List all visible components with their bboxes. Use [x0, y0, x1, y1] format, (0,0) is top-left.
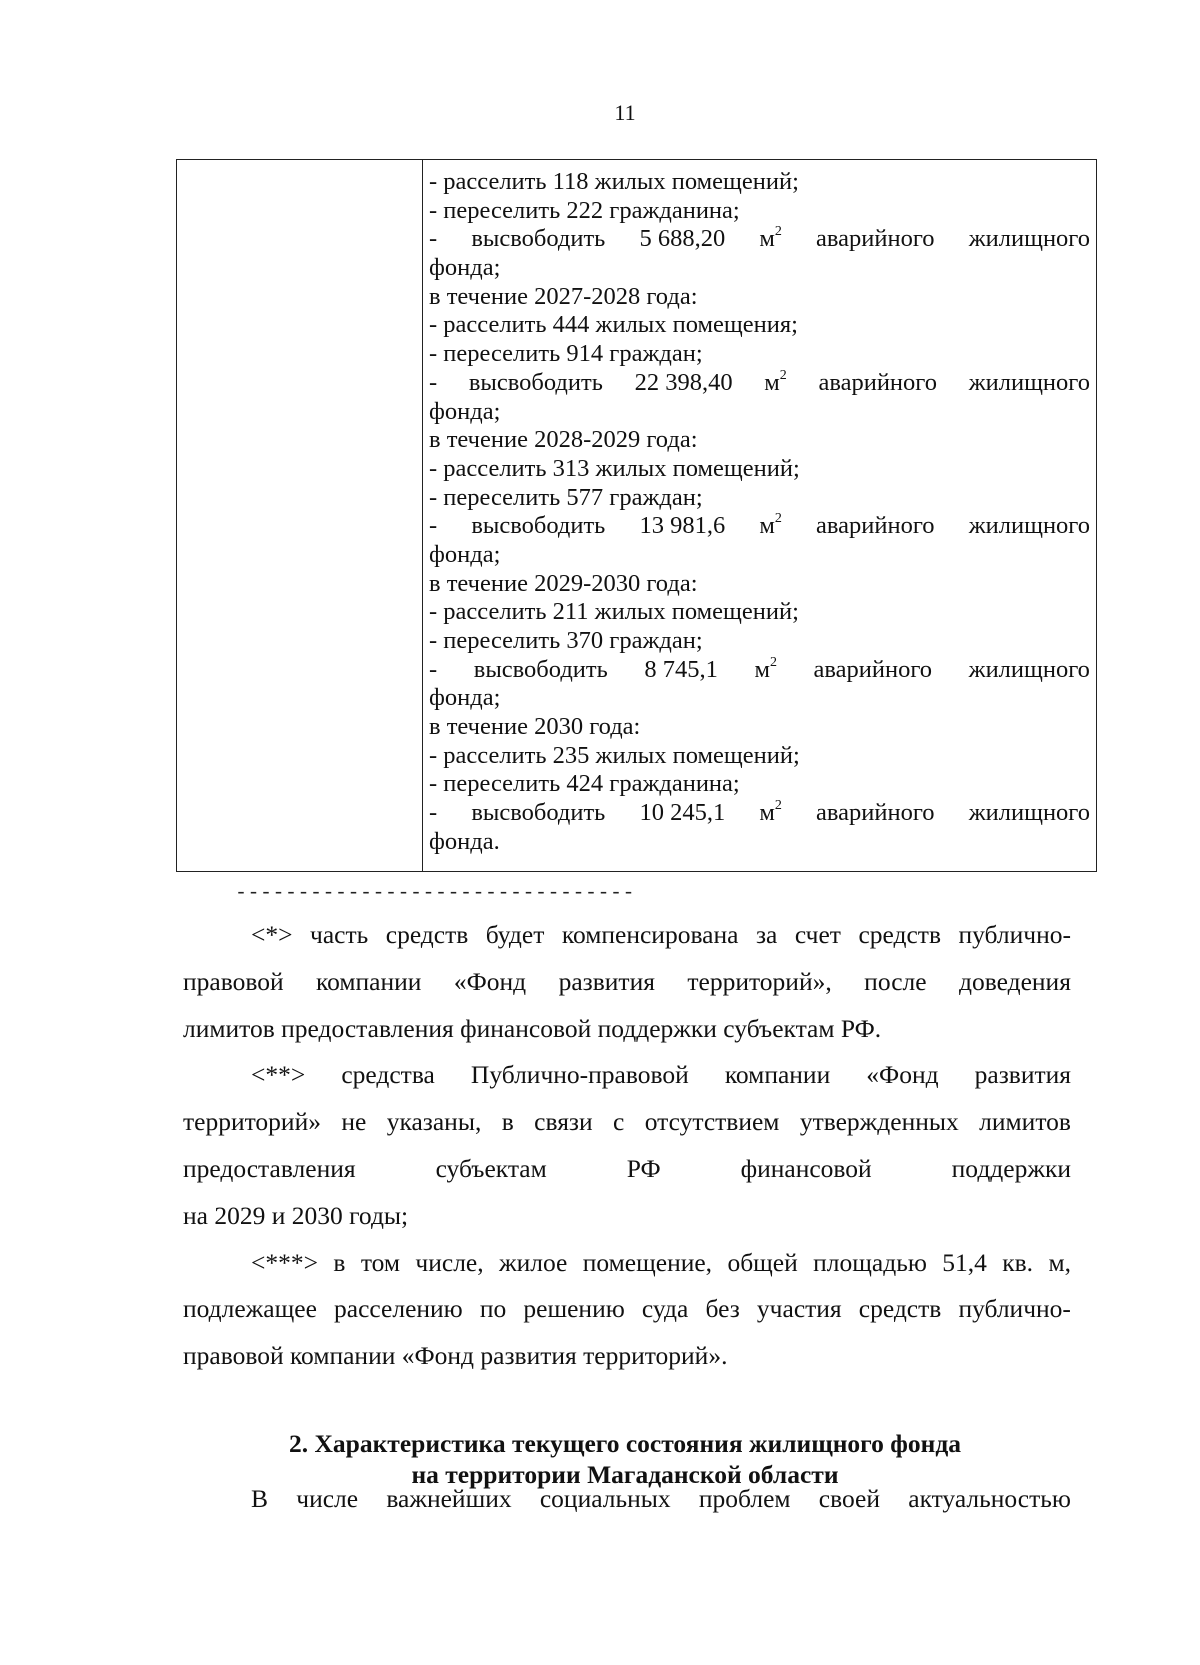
table-line: в течение 2029-2030 года:: [429, 569, 698, 597]
word: кв.: [1002, 1247, 1034, 1277]
footnote-1-line-2: [183, 959, 1071, 1006]
table-column-divider: [422, 160, 423, 871]
word: проблем: [698, 1484, 791, 1513]
section-body-first-line: [251, 1484, 1071, 1514]
word: <***>: [251, 1247, 319, 1277]
area-verb: высвободить: [471, 799, 606, 827]
table-line: фонда;: [429, 254, 501, 282]
word: числе,: [415, 1247, 484, 1277]
table-line: - переселить 222 гражданина;: [429, 196, 740, 224]
word: средств: [858, 920, 941, 949]
footnote-3-line-2: [183, 1286, 1071, 1333]
word: поддержки: [951, 1153, 1071, 1183]
unit-superscript: 2: [779, 367, 787, 383]
footnotes: [183, 912, 1071, 1380]
table-line: - расселить 118 жилых помещений;: [429, 168, 799, 195]
word: в: [333, 1247, 346, 1277]
area-unit: [754, 656, 777, 685]
word: Публично-правовой: [470, 1060, 689, 1090]
footnote-2-line-3: [183, 1146, 1071, 1193]
table-line: фонда;: [429, 684, 501, 712]
word: компании: [724, 1060, 831, 1090]
unit-superscript: 2: [774, 511, 782, 527]
table-line: - переселить 424 гражданина;: [429, 770, 740, 798]
footnote-1-line-3: лимитов предоставления финансовой поддержки субъектам РФ.: [183, 1013, 882, 1043]
word: том: [360, 1247, 401, 1277]
table-line-area: [429, 512, 1090, 541]
area-unit: [759, 512, 782, 541]
word: <**>: [251, 1060, 306, 1090]
word: общей: [727, 1247, 798, 1277]
area-amount: 22 398,40: [634, 368, 733, 396]
unit-superscript: 2: [774, 224, 782, 240]
word: развития: [974, 1060, 1071, 1090]
program-table: [176, 159, 1097, 872]
table-line: в течение 2027-2028 года:: [429, 282, 698, 310]
word: часть: [310, 920, 369, 949]
unit-superscript: 2: [769, 654, 777, 670]
table-line: - переселить 370 граждан;: [429, 627, 703, 654]
area-verb: высвободить: [468, 368, 603, 396]
word: утвержденных: [799, 1107, 959, 1137]
word: публично-: [958, 1294, 1071, 1324]
word: своей: [818, 1484, 881, 1513]
area-adj: аварийного: [816, 225, 935, 253]
table-line: в течение 2030 года:: [429, 713, 641, 741]
word: публично-: [958, 920, 1071, 949]
word: по: [479, 1294, 507, 1324]
word: числе: [296, 1484, 359, 1513]
table-line-area: [429, 369, 1090, 398]
word: правовой: [183, 966, 284, 996]
word: «Фонд: [453, 966, 527, 996]
word: лимитов: [979, 1107, 1071, 1137]
unit-text: м: [764, 368, 780, 396]
table-line: фонда;: [429, 397, 501, 425]
area-verb: высвободить: [471, 225, 606, 253]
area-dash: -: [429, 655, 438, 683]
word: территорий»,: [687, 966, 832, 996]
word: после: [864, 966, 927, 996]
word: площадью: [813, 1247, 927, 1277]
area-dash: -: [429, 799, 438, 827]
table-line: - переселить 577 граждан;: [429, 483, 703, 511]
table-line: - расселить 313 жилых помещений;: [429, 454, 800, 482]
footnote-2-line-2: [183, 1099, 1071, 1146]
footnote-1-line-1: [183, 912, 1071, 959]
word: с: [613, 1107, 625, 1137]
word: расселению: [334, 1294, 463, 1324]
footnote-1: [183, 912, 1071, 1052]
word: «Фонд: [866, 1060, 939, 1090]
area-noun: жилищного: [968, 368, 1090, 396]
word: актуальностью: [908, 1484, 1071, 1513]
area-noun: жилищного: [968, 799, 1090, 827]
area-adj: аварийного: [816, 512, 935, 540]
table-line: в течение 2028-2029 года:: [429, 426, 698, 454]
area-verb: высвободить: [473, 655, 608, 683]
table-line: - переселить 914 граждан;: [429, 340, 703, 368]
footnote-2-line-1: [183, 1052, 1071, 1099]
word: важнейших: [386, 1484, 512, 1513]
word: не: [341, 1107, 367, 1137]
word: в: [501, 1107, 514, 1137]
area-noun: жилищного: [968, 225, 1090, 253]
word: без: [705, 1294, 740, 1324]
word: связи: [534, 1107, 593, 1137]
unit-superscript: 2: [774, 798, 782, 814]
word: 51,4: [942, 1247, 987, 1277]
unit-text: м: [759, 799, 775, 827]
unit-text: м: [759, 225, 775, 253]
word: В: [251, 1484, 269, 1513]
word: социальных: [539, 1484, 671, 1513]
area-noun: жилищного: [968, 655, 1090, 683]
table-line: - расселить 444 жилых помещения;: [429, 311, 798, 339]
word: субъектам: [435, 1153, 547, 1183]
footnote-2-line-4: на 2029 и 2030 годы;: [183, 1200, 409, 1230]
footnote-2: [183, 1052, 1071, 1239]
table-line: фонда.: [429, 827, 500, 855]
table-line: фонда;: [429, 540, 501, 568]
area-unit: [759, 225, 782, 254]
area-dash: -: [429, 225, 438, 253]
area-amount: 13 981,6: [639, 512, 726, 540]
unit-text: м: [754, 655, 770, 683]
area-adj: аварийного: [813, 655, 933, 683]
area-adj: аварийного: [816, 799, 935, 827]
footnote-3: [183, 1240, 1071, 1380]
word: участия: [756, 1294, 842, 1324]
table-right-cell: [429, 168, 1090, 857]
word: за: [755, 920, 778, 949]
word: подлежащее: [183, 1294, 317, 1324]
word: счет: [794, 920, 841, 949]
word: территорий»: [183, 1107, 321, 1137]
word: средств: [385, 920, 469, 949]
table-line: - расселить 211 жилых помещений;: [429, 598, 799, 626]
area-dash: -: [429, 368, 438, 396]
table-line: - расселить 235 жилых помещений;: [429, 741, 800, 769]
word: развития: [558, 966, 655, 996]
word: компенсирована: [561, 920, 739, 949]
page-number: 11: [614, 100, 636, 125]
word: суда: [641, 1294, 689, 1324]
word: финансовой: [740, 1153, 872, 1183]
section-heading-line-2: на территории Магаданской области: [411, 1460, 839, 1489]
word: средств: [858, 1294, 942, 1324]
area-amount: 8 745,1: [644, 655, 718, 683]
word: м,: [1048, 1247, 1071, 1277]
section-heading: [0, 1428, 1200, 1490]
word: РФ: [626, 1153, 661, 1183]
area-adj: аварийного: [818, 368, 937, 396]
word: будет: [485, 920, 545, 949]
area-noun: жилищного: [968, 512, 1090, 540]
area-amount: 10 245,1: [639, 799, 726, 827]
word: <*>: [251, 920, 293, 949]
word: указаны,: [386, 1107, 482, 1137]
footnote-3-line-3: правовой компании «Фонд развития территорий».: [183, 1341, 728, 1371]
table-line-area: [429, 225, 1090, 254]
word: помещение,: [582, 1247, 713, 1277]
unit-text: м: [759, 512, 775, 540]
area-unit: [764, 369, 787, 398]
word: решению: [523, 1294, 625, 1324]
word: предоставления: [183, 1153, 356, 1183]
area-amount: 5 688,20: [639, 225, 726, 253]
footnote-3-line-1: [183, 1240, 1071, 1287]
area-dash: -: [429, 512, 438, 540]
section-heading-line-1: 2. Характеристика текущего состояния жилищного фонда: [289, 1429, 961, 1458]
area-unit: [759, 799, 782, 828]
word: доведения: [959, 966, 1071, 996]
table-line-area: [429, 799, 1090, 828]
footnote-separator: --------------------------------: [235, 882, 636, 905]
word: жилое: [499, 1247, 568, 1277]
word: компании: [316, 966, 422, 996]
area-verb: высвободить: [471, 512, 606, 540]
table-line-area: [429, 656, 1090, 685]
word: средства: [341, 1060, 435, 1090]
word: отсутствием: [644, 1107, 780, 1137]
